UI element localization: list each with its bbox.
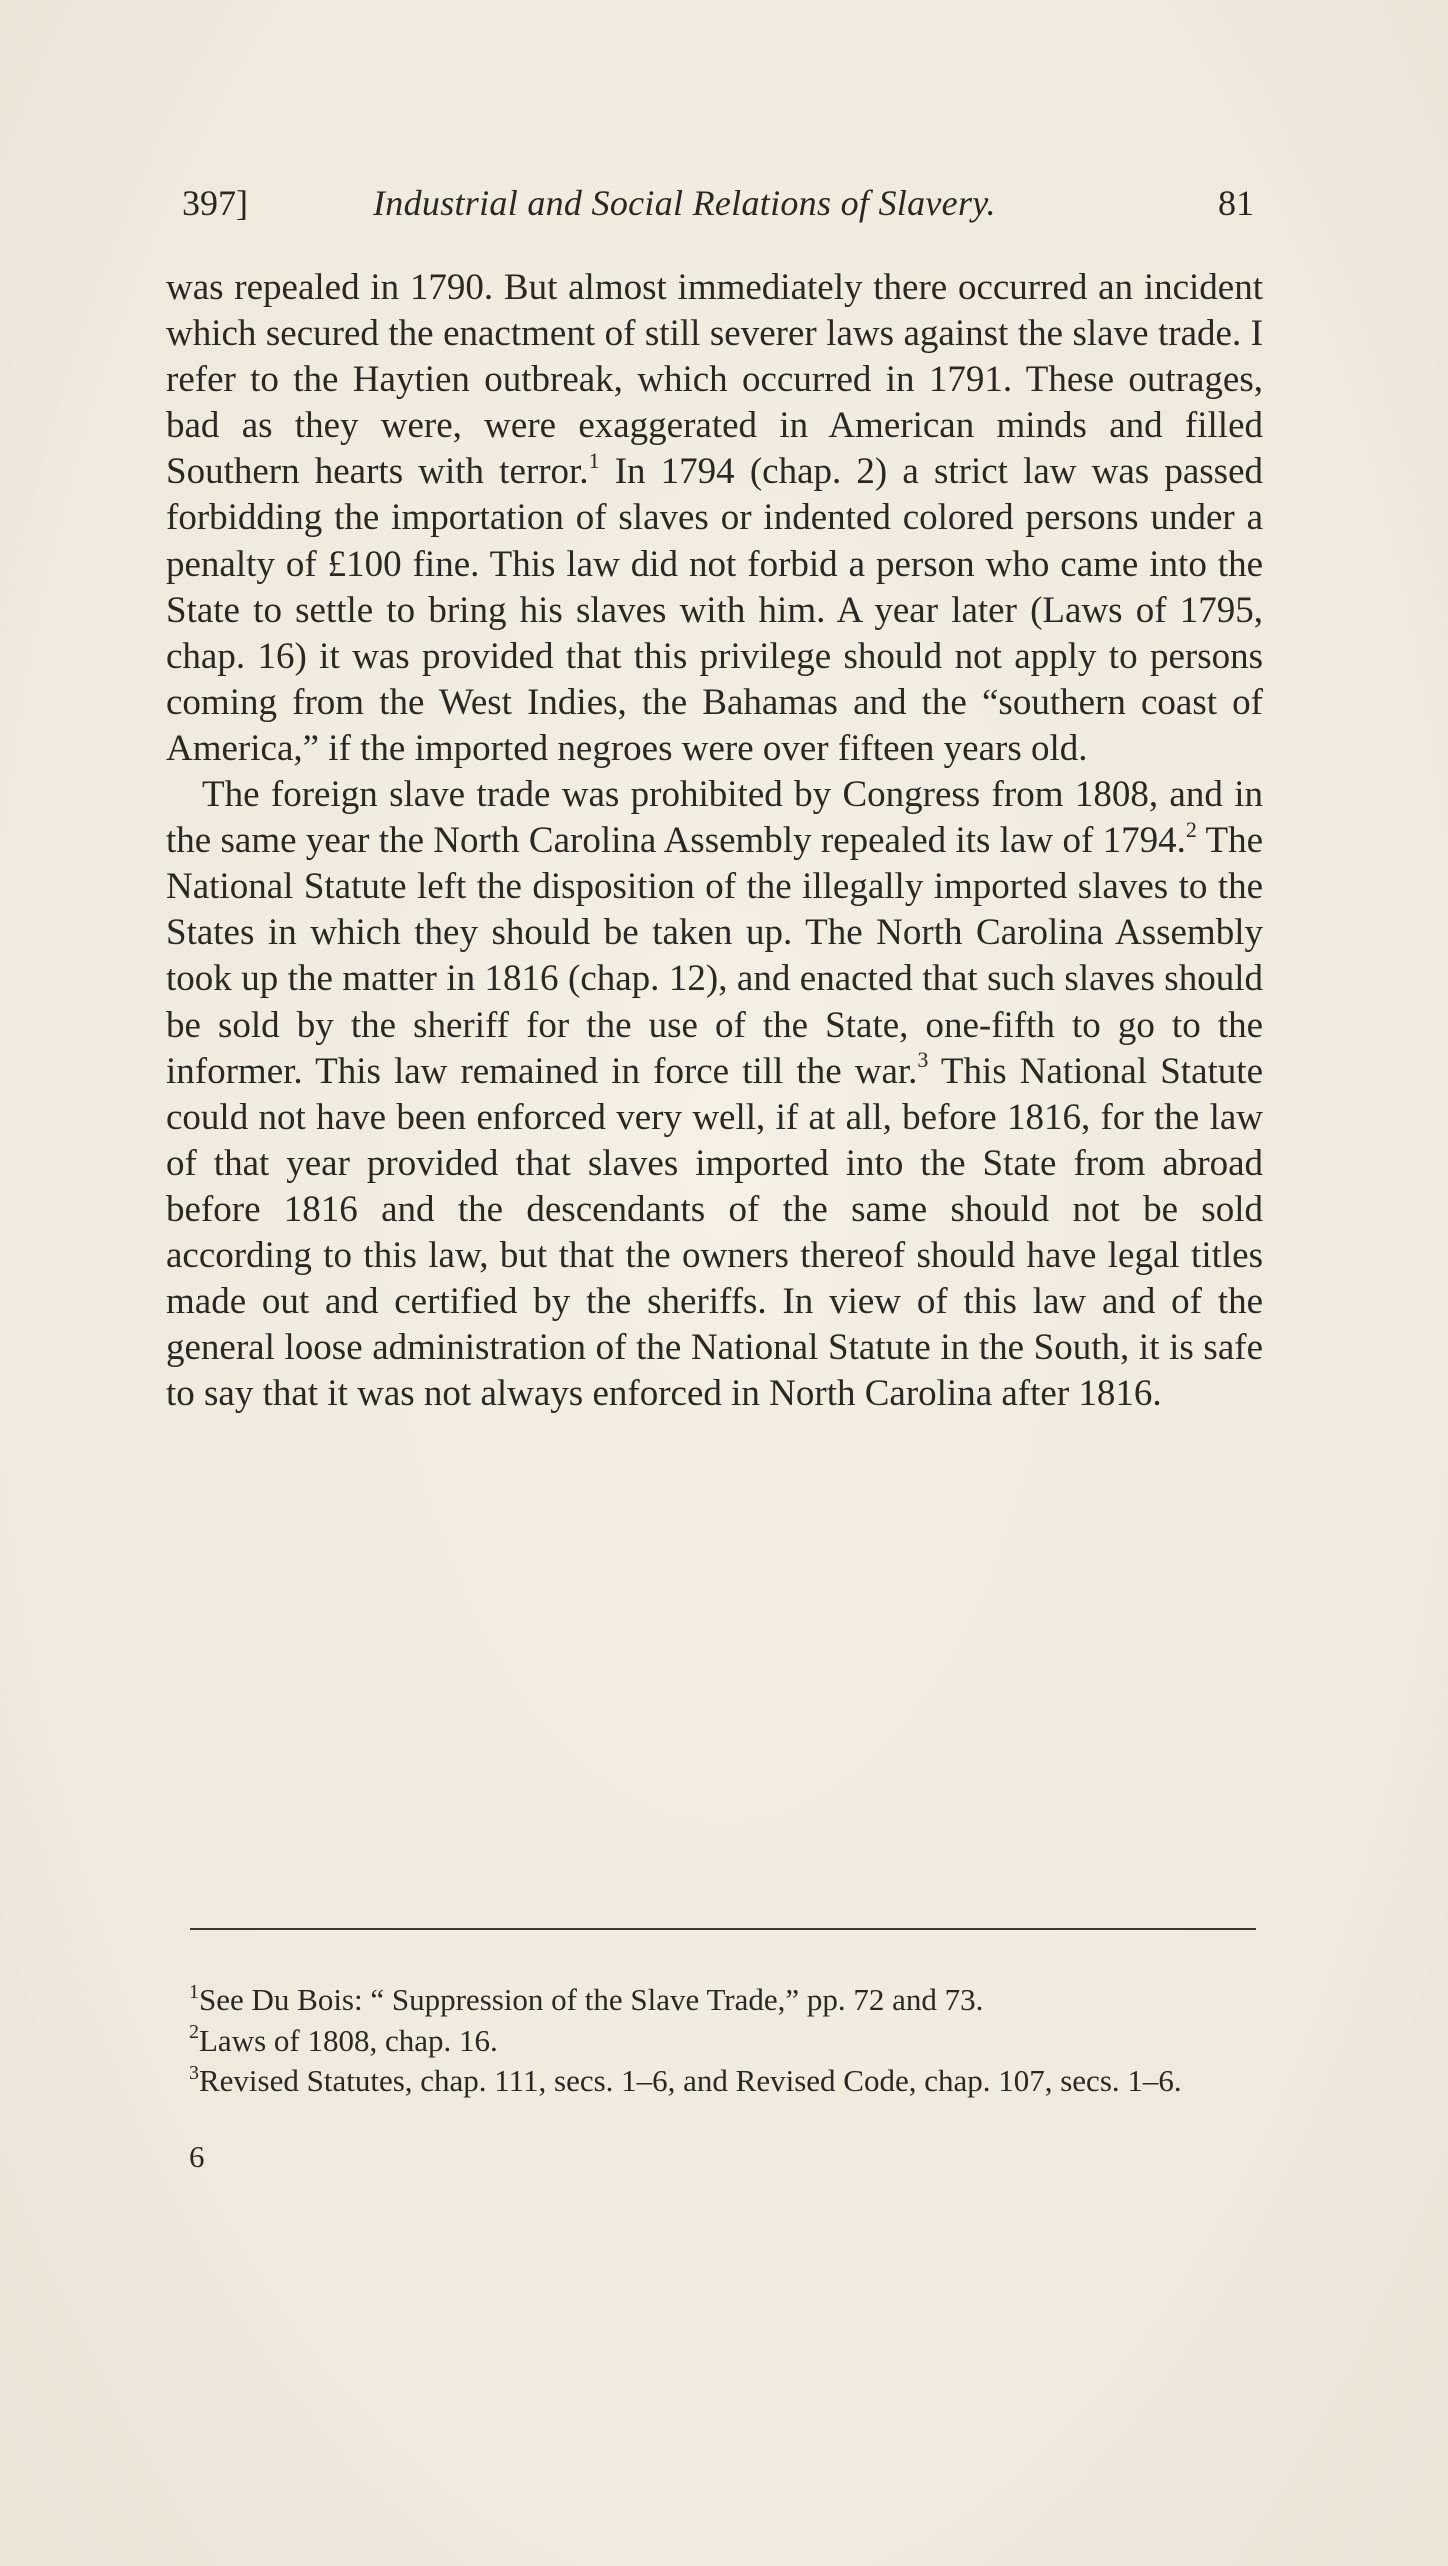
footnote-ref-2: 2	[1185, 816, 1197, 842]
running-header	[182, 178, 1254, 228]
footnote-1-marker: 1	[189, 1980, 199, 2003]
footnote-1-text: See Du Bois: “ Suppression of the Slave Trade,” pp. 72 and 73.	[199, 1982, 984, 2017]
header-title: Industrial and Social Relations of Slavery.	[373, 183, 996, 223]
paragraph-2-text-c: This National Statute could not have been enforced very well, if at all, before 1816, for the law of that year provided that slaves imported into the State from abroad before 1816 and the descendants of the same should not be sold according to this law, but that the owners thereof should have legal titles made out and certified by the sheriffs. In view of this law and of the general loose administration of the National Statute in the South, it is safe to say that it was not always enforced in North Carolina after 1816.	[166, 1050, 1263, 1415]
footnote-divider	[190, 1928, 1256, 1930]
signature-mark: 6	[189, 2139, 205, 2174]
page-number: 81	[1218, 183, 1254, 223]
footnote-2	[166, 2021, 1263, 2062]
footnote-3-marker: 3	[189, 2061, 199, 2084]
header-left-page-number: 397]	[182, 183, 248, 223]
paragraph-2-text-a: The foreign slave trade was prohibited by Congress from 1808, and in the same year the North Carolina Assembly repealed its law of 1794.	[166, 774, 1263, 862]
footnote-ref-3: 3	[917, 1047, 929, 1073]
paragraph-1	[166, 265, 1263, 772]
paragraph-2	[166, 772, 1263, 1417]
footnote-3	[166, 2061, 1263, 2102]
body-text	[166, 265, 1263, 1417]
footnote-1	[166, 1980, 1263, 2021]
footnotes	[166, 1980, 1263, 2102]
footnote-ref-1: 1	[588, 448, 600, 474]
paragraph-1-text-a: was repealed in 1790. But almost immediately there occurred an incident which secured the enactment of still severer laws against the slave trade. I refer to the Haytien outbreak, which occurred in 1791. These outrages, bad as they were, were exaggerated in American minds and filled Southern hearts with terror.	[166, 267, 1263, 493]
footnote-2-marker: 2	[189, 2021, 199, 2044]
footnote-3-text: Revised Statutes, chap. 111, secs. 1–6, and Revised Code, chap. 107, secs. 1–6.	[199, 2063, 1182, 2098]
paragraph-1-text-b: In 1794 (chap. 2) a strict law was passed forbidding the importation of slaves or indented colored persons under a penalty of £100 fine. This law did not forbid a person who came into the State to settle to bring his slaves with him. A year later (Laws of 1795, chap. 16) it was provided that this privilege should not apply to persons coming from the West Indies, the Bahamas and the “southern coast of America,” if the imported negroes were over fifteen years old.	[166, 451, 1263, 769]
footnote-2-text: Laws of 1808, chap. 16.	[199, 2022, 498, 2058]
paragraph-2-text-b: The National Statute left the disposition of the illegally imported slaves to the States in which they should be taken up. The North Carolina Assembly took up the matter in 1816 (chap. 12), and enacted that such slaves should be sold by the sheriff for the use of the State, one-fifth to go to the informer. This law remained in force till the war.	[166, 820, 1263, 1092]
